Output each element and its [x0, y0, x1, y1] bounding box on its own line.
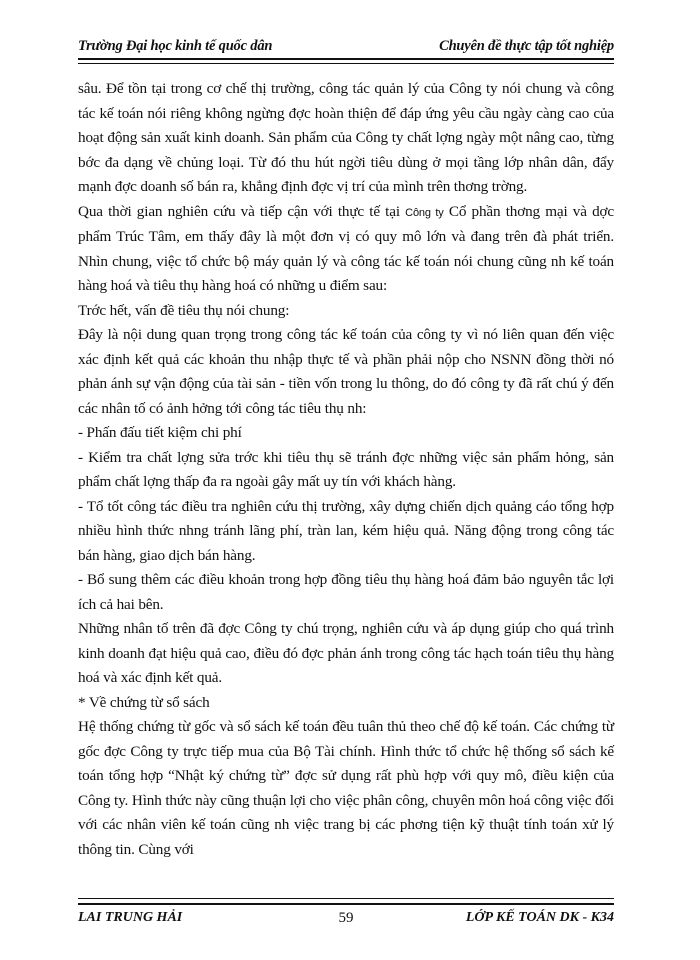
- paragraph-2: [78, 200, 614, 299]
- paragraph-3: Trớc hết, vấn đề tiêu thụ nói chung:: [78, 301, 290, 319]
- page-header: [78, 36, 614, 60]
- header-report-title: Chuyên đề thực tập tốt nghiệp: [439, 38, 614, 54]
- paragraph-5: - Phấn đấu tiết kiệm chi phí: [78, 424, 242, 441]
- header-school-name: Trường Đại học kinh tế quốc dân: [78, 38, 273, 54]
- footer-rule-thin: [78, 898, 614, 899]
- paragraph-8: - Bổ sung thêm các điều khoản trong hợp đồng tiêu thụ hàng hoá đảm bảo nguyên tắc lợi ích cả hai bên.: [78, 571, 614, 613]
- page-number: 59: [338, 910, 354, 926]
- header-rule-thin: [78, 63, 614, 64]
- paragraph-10: * Về chứng từ sổ sách: [78, 693, 210, 711]
- paragraph-7: - Tổ tốt công tác điều tra nghiên cứu thị trường, xây dựng chiến dịch quảng cáo tổng hợp nhiều hình thức nhng tránh lãng phí, tràn lan, kém hiệu quả. Năng động trong công tác bán hàng, giao dịch bán hàng.: [78, 497, 614, 564]
- paragraph-11: Hệ thống chứng từ gốc và sổ sách kế toán đều tuân thủ theo chế độ kế toán. Các chứng từ gốc đợc Công ty trực tiếp mua của Bộ Tài chính. Hình thức tổ chức hệ thống sổ sách kế toán tổng hợp “Nhật ký chứng từ” đợc sử dụng rất phù hợp với quy mô, điều kiện của Công ty. Hình thức này cũng thuận lợi cho việc phân công, chuyên môn hoá công việc đối với các nhân viên kế toán cũng nh việc trang bị các phơng tiện kỹ thuật tính toán xử lý thông tin. Cùng với: [78, 718, 614, 858]
- paragraph-1: sâu. Để tồn tại trong cơ chế thị trường, công tác quản lý của Công ty nói chung và công tác kế toán nói riêng không ngừng đợc hoàn thiện để đáp ứng yêu cầu ngày càng cao của hoạt động sản xuất kinh doanh. Sản phẩm của Công ty chất lợng ngày một nâng cao, từng bớc đa dạng về chủng loại. Từ đó thu hút ngời tiêu dùng ở mọi tầng lớp nhân dân, đẩy mạnh đợc doanh số bán ra, khẳng định đợc vị trí của mình trên thơng trờng.: [78, 80, 614, 195]
- page-footer: [78, 910, 614, 940]
- footer-rule-thick: [78, 903, 614, 905]
- paragraph-4: Đây là nội dung quan trọng trong công tác kế toán của công ty vì nó liên quan đến việc xác định kết quả các khoản thu nhập thực tế và phần phải nộp cho NSNN đồng thời nó phản ánh sự vận động của tài sản - tiền vốn trong lu thông, do đó công ty đã rất chú ý đến các nhân tố có ảnh hởng tới công tác tiêu thụ nh:: [78, 326, 614, 417]
- paragraph-2-company-word: Công ty: [405, 206, 444, 219]
- header-rule-thick: [78, 58, 614, 60]
- paragraph-2-rest: Cổ phần thơng mại và dợc phẩm Trúc Tâm, em thấy đây là một đơn vị có quy mô lớn và đang trên đà phát triển. Nhìn chung, việc tổ chức bộ máy quản lý và công tác kế toán nói chung cũng nh kế toán hàng hoá và tiêu thụ hàng hoá có những u điểm sau:: [78, 202, 614, 294]
- footer-class: LỚP KẾ TOÁN DK - K34: [465, 910, 614, 925]
- paragraph-6: - Kiểm tra chất lợng sửa trớc khi tiêu thụ sẽ tránh đợc những việc sản phẩm hỏng, sản phẩm chất lợng thấp đa ra ngoài gây mất uy tín với khách hàng.: [78, 448, 614, 490]
- paragraph-9: Những nhân tố trên đã đợc Công ty chú trọng, nghiên cứu và áp dụng giúp cho quá trình kinh doanh đạt hiệu quả cao, điều đó đợc phản ánh trong công tác hạch toán tiêu thụ hàng hoá và xác định kết quả.: [78, 620, 614, 686]
- body-text: [78, 77, 614, 862]
- paragraph-2-start: Qua thời gian nghiên cứu và tiếp cận với thực tế tại: [78, 202, 406, 220]
- footer-author: LAI TRUNG HẢI: [78, 910, 183, 925]
